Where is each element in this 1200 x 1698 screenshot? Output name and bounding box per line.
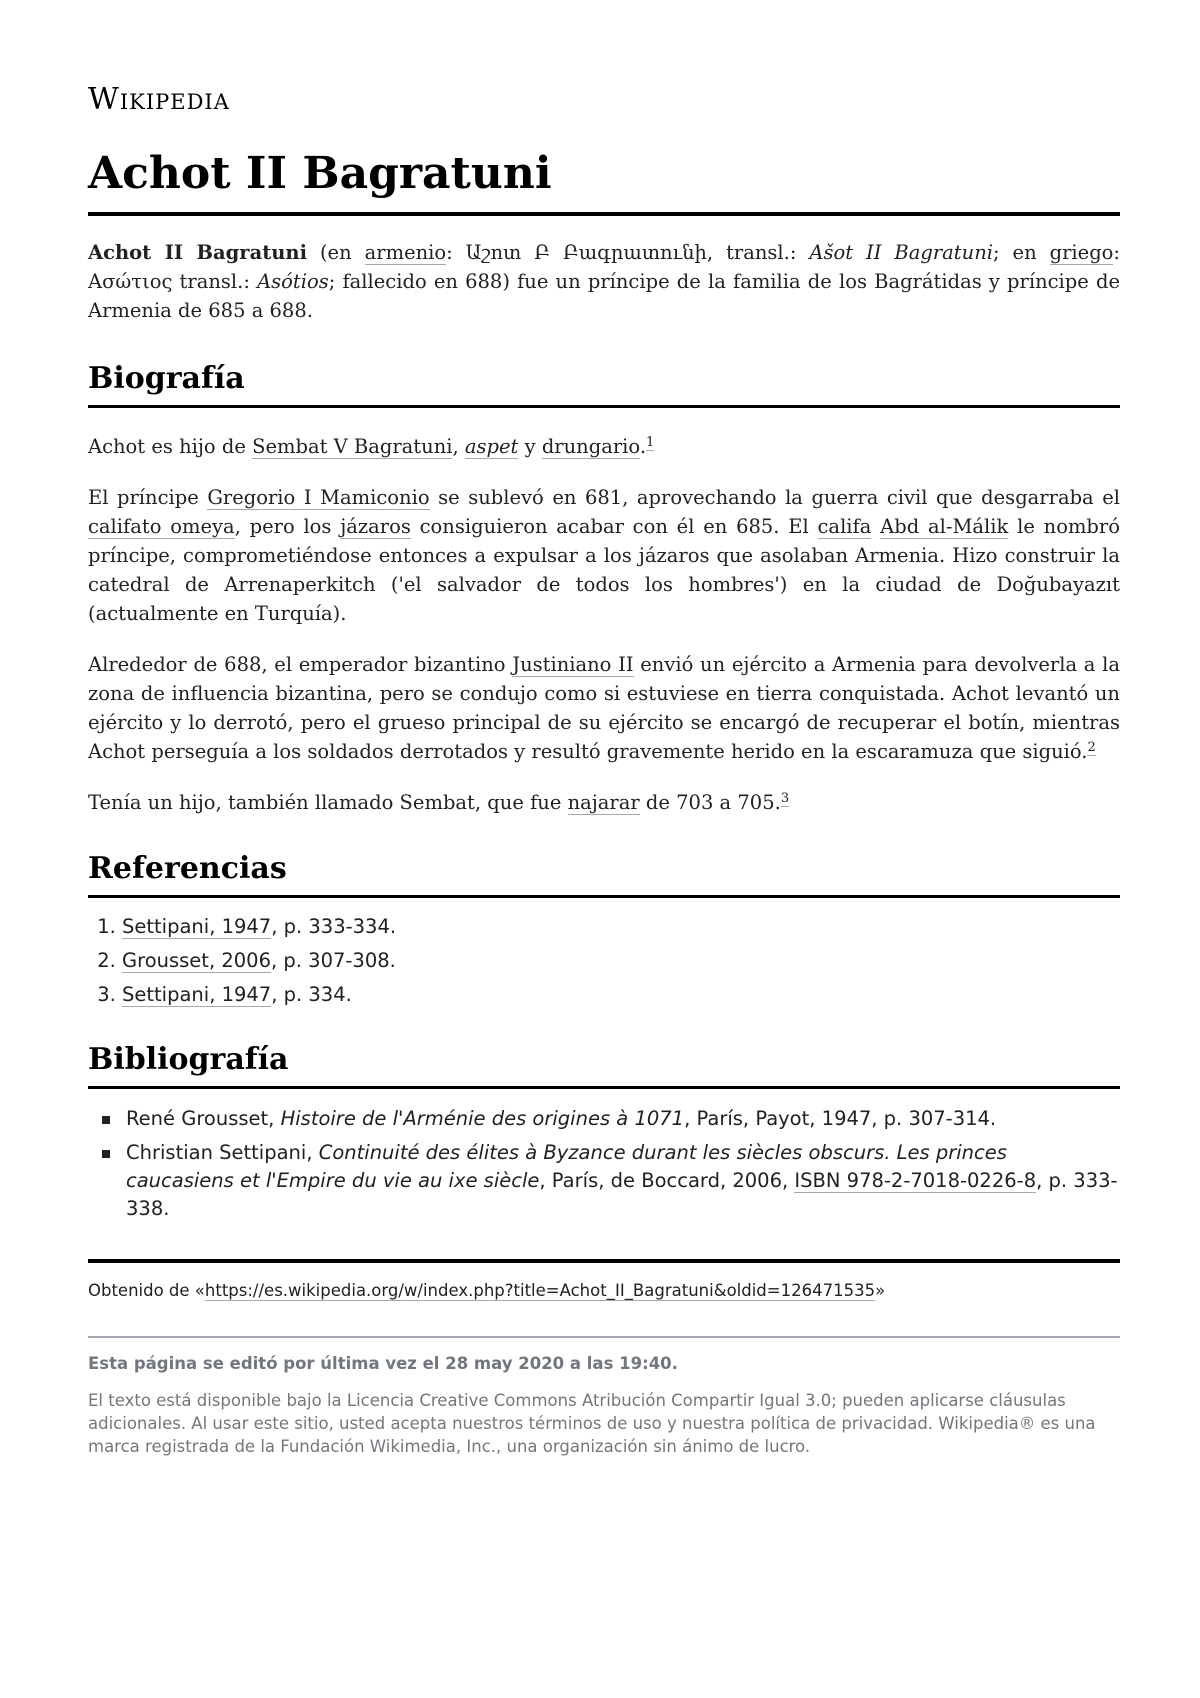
footer-divider — [88, 1259, 1120, 1263]
reference-link[interactable]: Settipani, 1947 — [122, 915, 272, 938]
link-gregorio-i-mamiconio[interactable]: Gregorio I Mamiconio — [207, 486, 430, 509]
biografia-paragraph-1: Achot es hijo de Sembat V Bagratuni, aspet y drungario.$^1$ — [88, 434, 655, 458]
book-title: Histoire de l'Arménie des origines à 1071 — [280, 1107, 685, 1130]
link-califa[interactable]: califa — [817, 515, 872, 538]
bibliography-item: René Grousset, Histoire de l'Arménie des origines à 1071, París, Payot, 1947, p. 307-314. — [126, 1105, 1120, 1133]
link-abd-al-malik[interactable]: Abd al-Málik — [880, 515, 1009, 538]
bibliography-item: Christian Settipani, Continuité des élites à Byzance durant les siècles obscurs. Les princes caucasiens et l'Empire du vie au ixe siècle, París, de Boccard, 2006, ISBN 978-2-7018-0226-8, p. 333-338. — [126, 1139, 1120, 1223]
heading-biografia: Biografía — [88, 359, 1120, 408]
page-title: Achot II Bagratuni — [88, 146, 1120, 216]
bullet-icon — [102, 1116, 110, 1124]
source-line: Obtenido de «https://es.wikipedia.org/w/index.php?title=Achot_II_Bagratuni&oldid=126471535» — [88, 1281, 886, 1300]
bullet-icon — [102, 1150, 110, 1158]
wikipedia-logo[interactable]: Wikipedia — [88, 82, 230, 117]
link-isbn[interactable]: ISBN 978-2-7018-0226-8 — [794, 1169, 1037, 1192]
link-drungario[interactable]: drungario — [541, 435, 640, 458]
references-list — [88, 910, 1120, 1012]
reference-link[interactable]: Settipani, 1947 — [122, 983, 272, 1006]
biografia-paragraph-3: Alrededor de 688, el emperador bizantino Justiniano II envió un ejército a Armenia para devolverla a la zona de influencia bizantina, pero se condujo como si estuviese en tierra conquistada. Achot levantó un ejército y lo derrotó, pero el grueso principal de su ejército se encargó de recuperar el botín, mientras Achot perseguía a los soldados derrotados y resultó gravemente herido en la escaramuza que siguió.$^2$ — [88, 653, 1120, 763]
biografia-paragraph-4: Tenía un hijo, también llamado Sembat, que fue najarar de 703 a 705.$^3$ — [88, 790, 790, 814]
ref-1[interactable]: 1 — [646, 434, 655, 450]
link-griego[interactable]: griego — [1049, 241, 1114, 264]
book-title: Continuité des élites à Byzance durant les siècles obscurs. Les princes caucasiens et l'Empire du vie au ixe siècle — [126, 1141, 1007, 1192]
link-califato-omeya[interactable]: califato omeya — [88, 515, 235, 538]
bibliography-list — [88, 1105, 1120, 1223]
license-text: El texto está disponible bajo la Licencia Creative Commons Atribución Compartir Igual 3.0; pueden aplicarse cláusulas adicionales. Al usar este sitio, usted acepta nuestros términos de uso y nuestra política de privacidad. Wikipedia® es una marca registrada de la Fundación Wikimedia, Inc., una organización sin ánimo de lucro. — [88, 1391, 1096, 1456]
transliteration-greek: Asótios — [257, 270, 329, 293]
link-armenio[interactable]: armenio — [364, 241, 447, 264]
heading-referencias: Referencias — [88, 849, 1120, 898]
biografia-paragraph-2: El príncipe Gregorio I Mamiconio se sublevó en 681, aprovechando la guerra civil que desgarraba el califato omeya, pero los jázaros consiguieron acabar con él en 685. El califa Abd al-Málik le nombró príncipe, comprometiéndose entonces a expulsar a los jázaros que asolaban Armenia. Hizo construir la catedral de Arrenaperkitch ('el salvador de todos los hombres') en la ciudad de Doğubayazıt (actualmente en Turquía). — [88, 486, 1120, 625]
reference-item: 1. Settipani, 1947, p. 333-334. — [122, 910, 1120, 944]
link-justiniano-ii[interactable]: Justiniano II — [512, 653, 634, 676]
lead-subject: Achot II Bagratuni — [88, 241, 307, 264]
ref-2[interactable]: 2 — [1087, 739, 1096, 755]
link-sembat-v-bagratuni[interactable]: Sembat V Bagratuni — [252, 435, 453, 458]
lead-paragraph: Achot II Bagratuni (en armenio: Աշոտ Բ Բագրատունի, transl.: Ašot II Bagratuni; en griego: Ασώτιος transl.: Asótios; fallecido en 688) fue un príncipe de la familia de los Bagrátidas y príncipe de Armenia de 685 a 688. — [88, 241, 1120, 322]
link-aspet[interactable]: aspet — [464, 435, 519, 458]
page — [88, 80, 1120, 1458]
link-jazaros[interactable]: jázaros — [340, 515, 411, 538]
link-najarar[interactable]: najarar — [567, 791, 640, 814]
ref-3[interactable]: 3 — [780, 790, 790, 806]
heading-bibliografia: Bibliografía — [88, 1040, 1120, 1089]
footer-gray-divider — [88, 1336, 1120, 1338]
reference-link[interactable]: Grousset, 2006 — [122, 949, 271, 972]
source-url-link[interactable]: https://es.wikipedia.org/w/index.php?title=Achot_II_Bagratuni&oldid=126471535 — [204, 1281, 876, 1300]
transliteration-armenian: Ašot II Bagratuni — [809, 241, 993, 264]
reference-item: 3. Settipani, 1947, p. 334. — [122, 978, 1120, 1012]
last-modified: Esta página se editó por última vez el 28 may 2020 a las 19:40. — [88, 1354, 678, 1373]
reference-item: 2. Grousset, 2006, p. 307-308. — [122, 944, 1120, 978]
